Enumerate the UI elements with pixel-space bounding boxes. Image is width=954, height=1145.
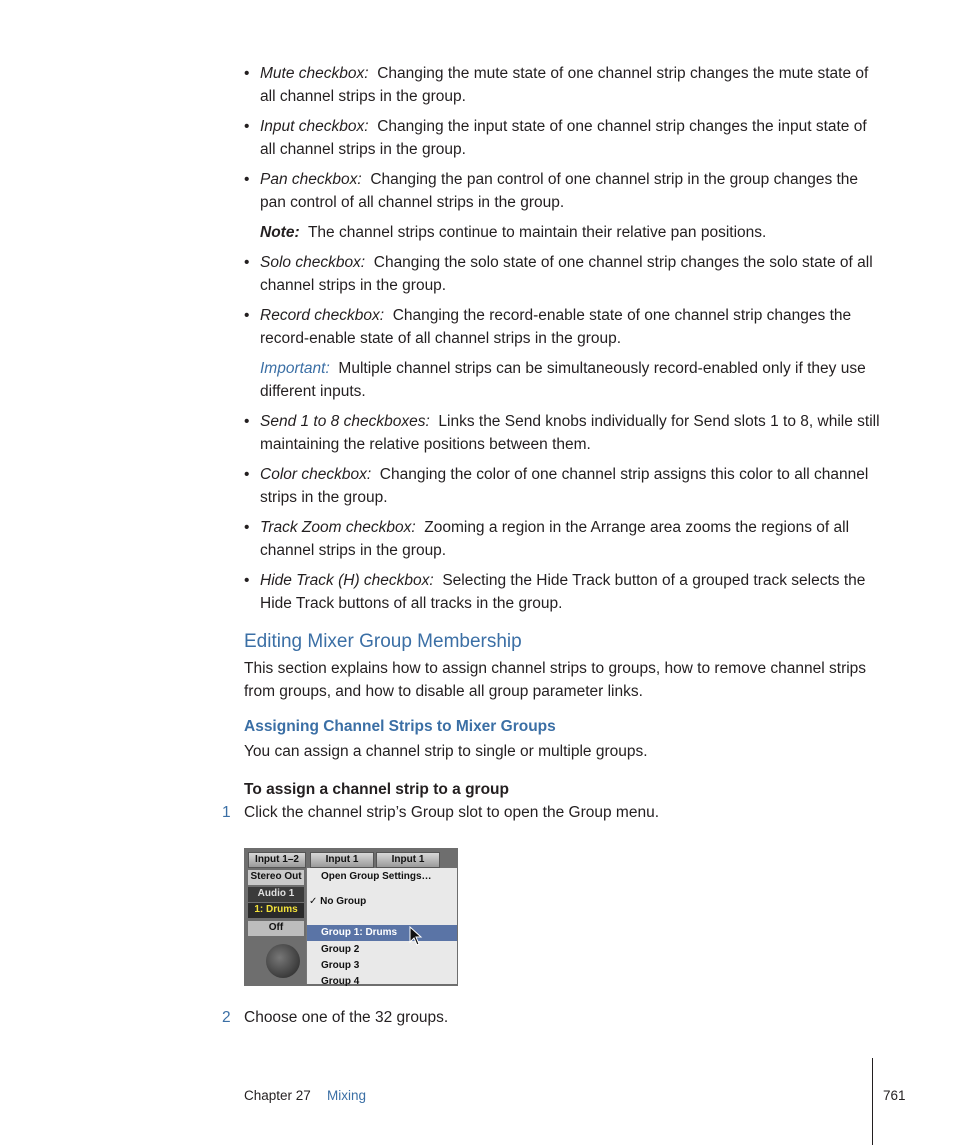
bullet-send bbox=[244, 410, 880, 456]
cursor-arrow-icon bbox=[409, 926, 423, 946]
group-slot: 1: Drums bbox=[248, 903, 304, 918]
menu-item-group-2: Group 2 bbox=[321, 944, 360, 955]
step-text: Choose one of the 32 groups. bbox=[244, 1009, 449, 1026]
important-label: Important: bbox=[260, 360, 330, 377]
bullet-term: Pan checkbox: bbox=[260, 171, 362, 188]
bullet-glyph: • bbox=[244, 466, 250, 483]
input-slot: Input 1 bbox=[376, 852, 440, 868]
bullet-track-zoom bbox=[244, 516, 880, 562]
bullet-glyph: • bbox=[244, 519, 250, 536]
bullet-term: Hide Track (H) checkbox: bbox=[260, 572, 434, 589]
section-heading: Editing Mixer Group Membership bbox=[244, 631, 522, 652]
bullet-term: Mute checkbox: bbox=[260, 65, 369, 82]
bullet-text: Changing the mute state of one channel strip changes the mute state of all channel strips in the group. bbox=[260, 65, 869, 105]
footer-section: Mixing bbox=[327, 1088, 367, 1103]
bullet-glyph: • bbox=[244, 413, 250, 430]
bullet-text: Selecting the Hide Track button of a grouped track selects the Hide Track buttons of all tracks in the group. bbox=[260, 572, 866, 612]
bullet-list bbox=[244, 62, 880, 622]
bullet-glyph: • bbox=[244, 254, 250, 271]
bullet-glyph: • bbox=[244, 572, 250, 589]
bullet-glyph: • bbox=[244, 171, 250, 188]
bullet-glyph: • bbox=[244, 65, 250, 82]
bullet-hide-track bbox=[244, 569, 880, 615]
subheading: Assigning Channel Strips to Mixer Groups bbox=[244, 718, 556, 735]
note-text: The channel strips continue to maintain their relative pan positions. bbox=[307, 224, 767, 241]
bullet-text: Changing the solo state of one channel strip changes the solo state of all channel strips in the group. bbox=[260, 254, 873, 294]
bullet-text: Zooming a region in the Arrange area zooms the regions of all channel strips in the group. bbox=[260, 519, 850, 559]
subsection-text: You can assign a channel strip to single or multiple groups. bbox=[244, 743, 648, 760]
bullet-term: Color checkbox: bbox=[260, 466, 372, 483]
bullet-term: Send 1 to 8 checkboxes: bbox=[260, 413, 430, 430]
section-text: This section explains how to assign channel strips to groups, how to remove channel strips from groups, and how to disable all group parameter links. bbox=[244, 660, 867, 700]
bullet-text: Links the Send knobs individually for Send slots 1 to 8, while still maintaining the relative positions between them. bbox=[260, 413, 880, 453]
menu-item-no-group: ✓ No Group bbox=[309, 896, 367, 907]
menu-item-group-4: Group 4 bbox=[321, 976, 360, 986]
group-menu-screenshot bbox=[244, 848, 458, 986]
note-label: Note: bbox=[260, 224, 300, 241]
menu-item-group-1: Group 1: Drums bbox=[321, 927, 398, 938]
input-slot: Input 1 bbox=[310, 852, 374, 868]
bullet-glyph: • bbox=[244, 118, 250, 135]
bullet-glyph: • bbox=[244, 307, 250, 324]
bullet-mute bbox=[244, 62, 880, 108]
bullet-term: Record checkbox: bbox=[260, 307, 385, 324]
pan-knob bbox=[266, 944, 300, 978]
page-number: 761 bbox=[883, 1088, 906, 1103]
input-slot: Input 1–2 bbox=[248, 852, 306, 868]
step-number: 1 bbox=[222, 804, 231, 821]
task-title: To assign a channel strip to a group bbox=[244, 781, 509, 798]
bullet-term: Track Zoom checkbox: bbox=[260, 519, 416, 536]
bullet-color bbox=[244, 463, 880, 509]
bullet-input bbox=[244, 115, 880, 161]
footer-chapter: Chapter 27 bbox=[244, 1088, 311, 1103]
step-number: 2 bbox=[222, 1009, 231, 1026]
note bbox=[260, 221, 880, 244]
important-text: Multiple channel strips can be simultaneously record-enabled only if they use different inputs. bbox=[260, 360, 866, 400]
menu-item-open-group-settings: Open Group Settings… bbox=[321, 871, 432, 882]
important-note bbox=[260, 357, 880, 403]
menu-item-group-3: Group 3 bbox=[321, 960, 360, 971]
footer-divider bbox=[872, 1058, 873, 1145]
output-slot: Stereo Out bbox=[248, 870, 304, 885]
automation-slot: Off bbox=[248, 921, 304, 936]
bullet-text: Changing the color of one channel strip assigns this color to all channel strips in the group. bbox=[260, 466, 869, 506]
track-name: Audio 1 bbox=[248, 887, 304, 902]
bullet-text: Changing the pan control of one channel strip in the group changes the pan control of all channel strips in the group. bbox=[260, 171, 859, 211]
bullet-text: Changing the record-enable state of one channel strip changes the record-enable state of all channel strips in the group. bbox=[260, 307, 852, 347]
group-menu bbox=[306, 868, 457, 984]
bullet-text: Changing the input state of one channel strip changes the input state of all channel strips in the group. bbox=[260, 118, 867, 158]
bullet-solo bbox=[244, 251, 880, 297]
bullet-term: Solo checkbox: bbox=[260, 254, 366, 271]
bullet-record bbox=[244, 304, 880, 403]
bullet-term: Input checkbox: bbox=[260, 118, 369, 135]
bullet-pan bbox=[244, 168, 880, 244]
step-text: Click the channel strip’s Group slot to open the Group menu. bbox=[244, 804, 659, 821]
